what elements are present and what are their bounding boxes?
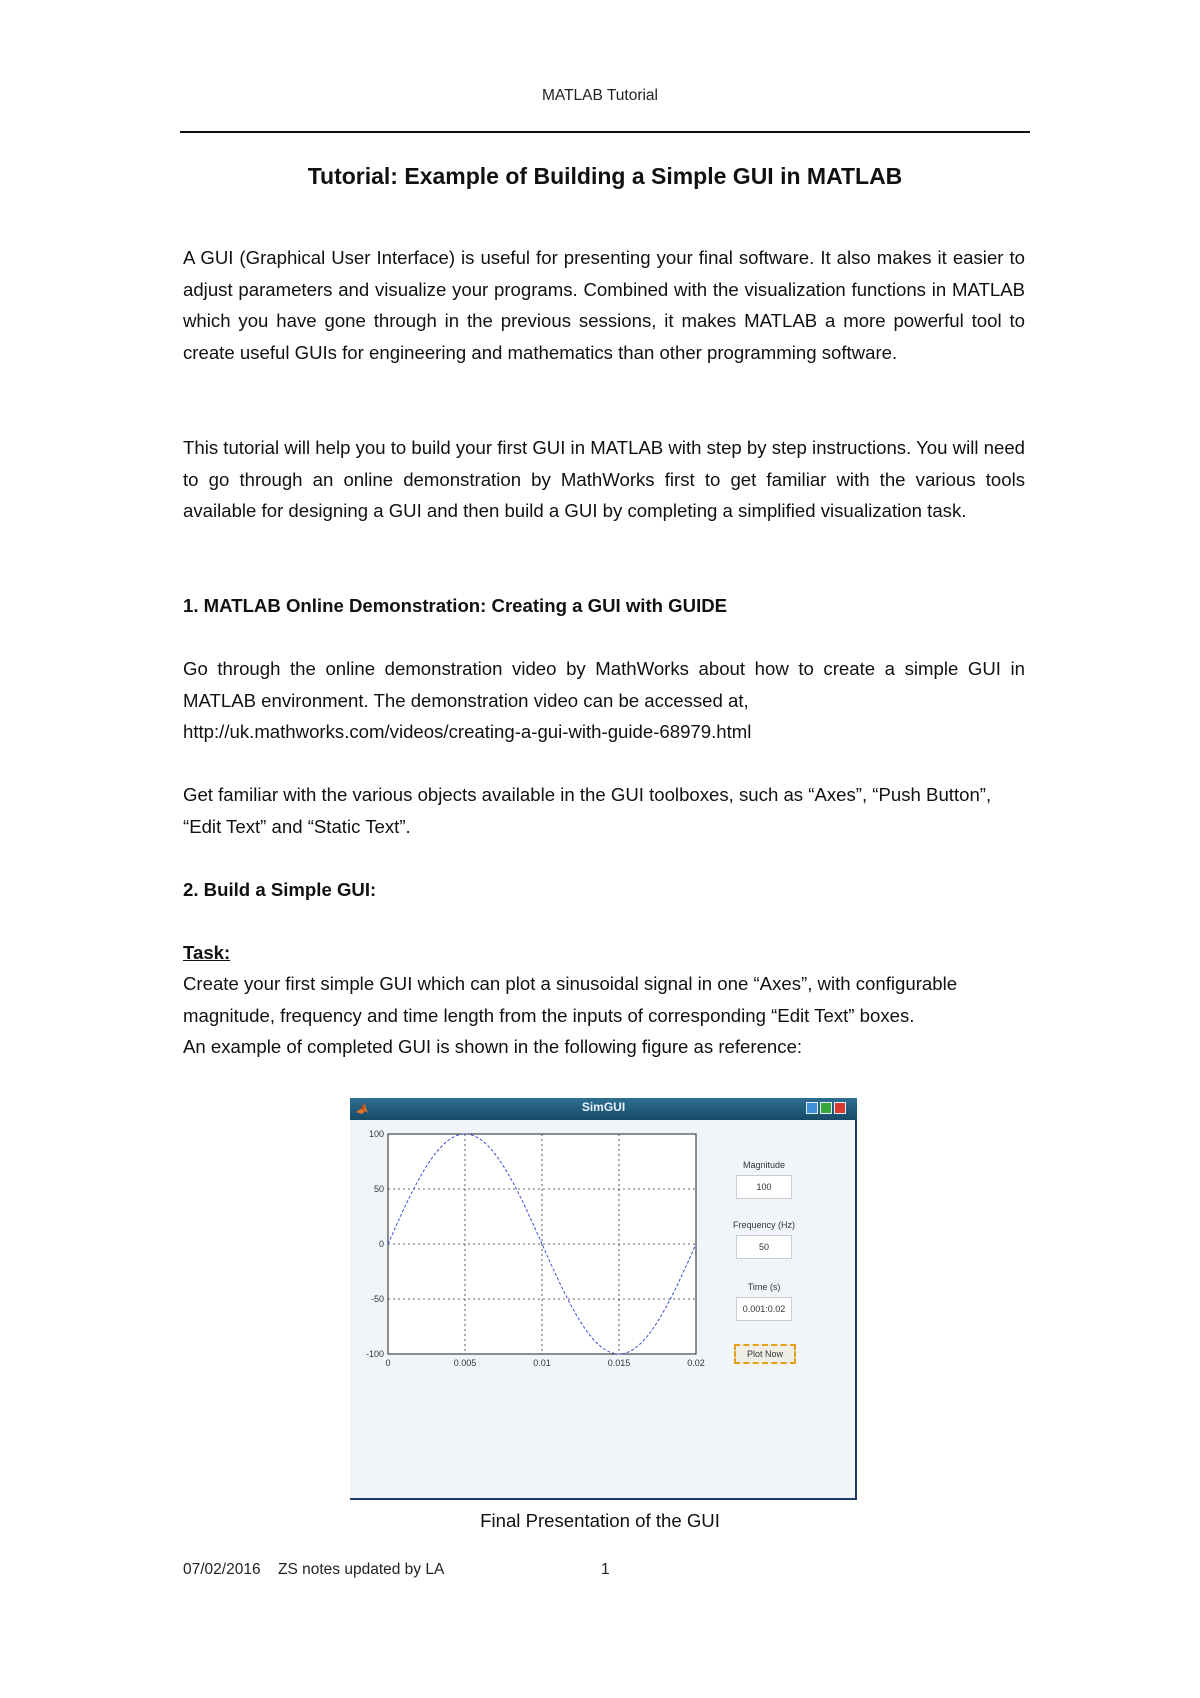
minimize-icon[interactable] (806, 1102, 818, 1114)
x-tick-label: 0.015 (607, 1358, 631, 1368)
x-tick-label: 0.01 (533, 1358, 551, 1368)
simgui-window-figure (350, 1098, 857, 1500)
frequency-label: Frequency (Hz) (732, 1220, 795, 1230)
x-tick-label: 0.02 (687, 1358, 705, 1368)
footer-note: ZS notes updated by LA (278, 1561, 445, 1578)
section-1-heading: 1. MATLAB Online Demonstration: Creating a GUI with GUIDE (183, 595, 728, 616)
task-line-1: Create your first simple GUI which can plot a sinusoidal signal in one “Axes”, with configurable (183, 973, 958, 994)
header-rule (180, 131, 1030, 133)
y-tick-label: -50 (370, 1294, 384, 1304)
running-header: MATLAB Tutorial (541, 87, 658, 104)
y-tick-label: -100 (365, 1349, 384, 1359)
simgui-titlebar (350, 1098, 857, 1120)
task-line-3: An example of completed GUI is shown in the following figure as reference: (183, 1036, 803, 1057)
x-tick-label: 0.005 (453, 1358, 477, 1368)
intro-paragraph-1: A GUI (Graphical User Interface) is useful for presenting your final software. It also makes it easier to adjust parameters and visualize your programs. Combined with the visualization functions in MATLAB which you have gone through in the previous sessions, it makes MATLAB a more powerful tool to create useful GUIs for engineering and mathematics than other programming software. (183, 247, 1025, 363)
magnitude-edit-text[interactable]: 100 (736, 1175, 792, 1199)
time-edit-text[interactable]: 0.001:0.02 (736, 1297, 792, 1321)
task-label: Task: (183, 942, 231, 963)
magnitude-label: Magnitude (742, 1160, 786, 1170)
page-number: 1 (601, 1561, 610, 1578)
demo-video-url[interactable]: http://uk.mathworks.com/videos/creating-a-gui-with-guide-68979.html (183, 721, 752, 742)
document-title: Tutorial: Example of Building a Simple GUI in MATLAB (307, 163, 903, 189)
simgui-window-title: SimGUI (581, 1100, 626, 1114)
close-icon[interactable] (834, 1102, 846, 1114)
y-tick-label: 100 (368, 1129, 384, 1139)
figure-caption: Final Presentation of the GUI (480, 1510, 720, 1531)
plot-now-button[interactable]: Plot Now (734, 1344, 796, 1364)
task-line-2: magnitude, frequency and time length from the inputs of corresponding “Edit Text” boxes. (183, 1005, 915, 1026)
sinusoid-axes (350, 1120, 710, 1380)
maximize-icon[interactable] (820, 1102, 832, 1114)
y-tick-label: 0 (378, 1239, 384, 1249)
intro-paragraph-2: This tutorial will help you to build your first GUI in MATLAB with step by step instructions. You will need to go through an online demonstration by MathWorks first to get familiar with the various tools available for designing a GUI and then build a GUI by completing a simplified visualization task. (183, 437, 1025, 521)
y-tick-label: 50 (373, 1184, 384, 1194)
time-label: Time (s) (747, 1282, 781, 1292)
section-1-paragraph: Go through the online demonstration video by MathWorks about how to create a simple GUI in MATLAB environment. The demonstration video can be accessed at, (183, 658, 1025, 711)
toolbox-objects-line-1: Get familiar with the various objects available in the GUI toolboxes, such as “Axes”, “Push Button”, (183, 784, 992, 805)
toolbox-objects-line-2: “Edit Text” and “Static Text”. (183, 816, 411, 837)
footer-date: 07/02/2016 (183, 1561, 261, 1578)
x-tick-label: 0 (385, 1358, 391, 1368)
frequency-edit-text[interactable]: 50 (736, 1235, 792, 1259)
section-2-heading: 2. Build a Simple GUI: (183, 879, 377, 900)
